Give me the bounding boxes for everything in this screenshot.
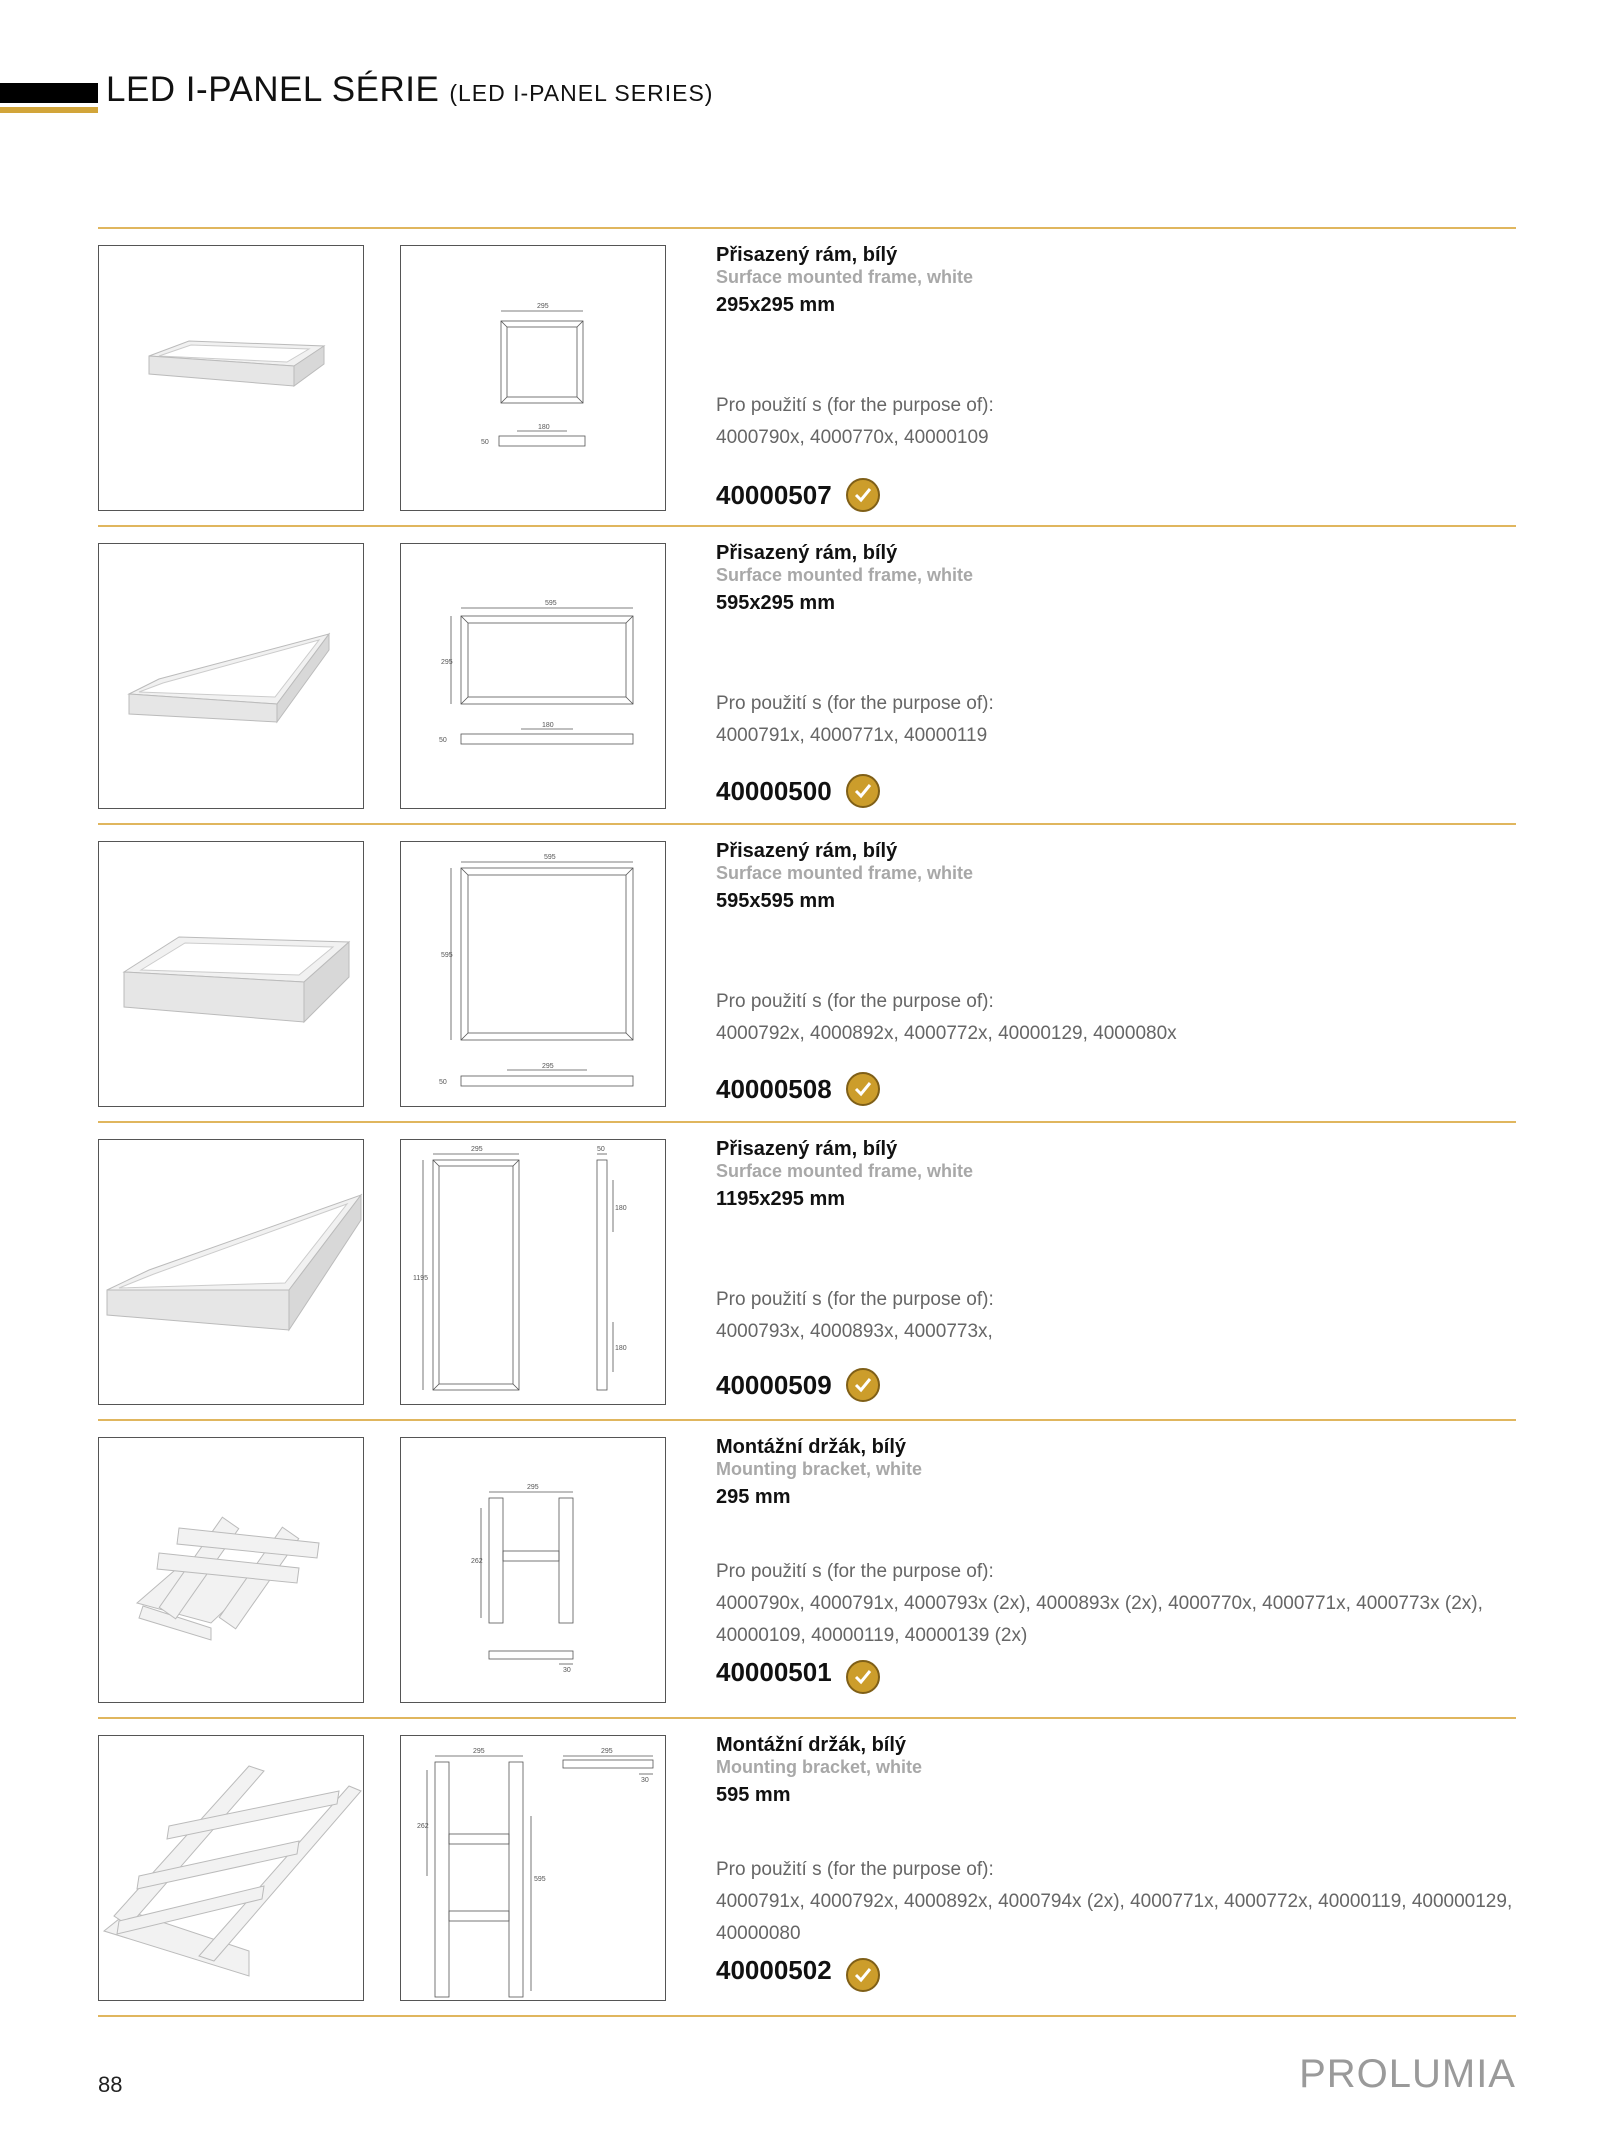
divider-rule xyxy=(98,1717,1516,1719)
dim-label: 595 xyxy=(545,600,557,607)
product-code xyxy=(716,774,880,808)
product-photo xyxy=(98,1437,364,1703)
dim-label: 50 xyxy=(439,737,447,744)
technical-drawing xyxy=(400,543,666,809)
product-row xyxy=(98,1422,1516,1690)
dim-label: 595 xyxy=(544,854,556,861)
product-name-en: Surface mounted frame, white xyxy=(716,267,974,287)
dim-label: 262 xyxy=(471,1558,483,1565)
dim-label: 50 xyxy=(481,439,489,446)
product-code xyxy=(716,1948,880,1992)
dim-label: 180 xyxy=(615,1205,627,1212)
product-photo xyxy=(98,1735,364,2001)
product-code-text: 40000501 xyxy=(716,1656,832,1687)
compatible-list: 4000790x, 4000770x, 40000109 xyxy=(716,427,989,448)
check-circle-icon xyxy=(846,1958,880,1992)
technical-drawing xyxy=(400,841,666,1107)
divider-rule xyxy=(98,525,1516,527)
product-name-en: Surface mounted frame, white xyxy=(716,1161,974,1181)
technical-drawing xyxy=(400,245,666,511)
product-info xyxy=(716,244,1516,320)
product-info xyxy=(716,1436,1516,1512)
product-photo xyxy=(98,841,364,1107)
purpose-label: Pro použití s (for the purpose of): xyxy=(716,1289,994,1310)
product-code xyxy=(716,1650,880,1694)
purpose-label: Pro použití s (for the purpose of): xyxy=(716,693,994,714)
technical-drawing xyxy=(400,1735,666,2001)
product-code-text: 40000508 xyxy=(716,1073,832,1104)
product-name-cz: Přisazený rám, bílý xyxy=(716,1138,898,1160)
dim-label: 1195 xyxy=(413,1275,429,1282)
product-size: 595x595 mm xyxy=(716,890,835,912)
product-info xyxy=(716,840,1516,916)
product-code-text: 40000500 xyxy=(716,775,832,806)
divider-rule xyxy=(98,1419,1516,1421)
product-code xyxy=(716,478,880,512)
purpose-block xyxy=(716,1556,1516,1652)
compatible-list: 4000791x, 4000771x, 40000119 xyxy=(716,725,988,746)
product-photo xyxy=(98,1139,364,1405)
dim-label: 295 xyxy=(601,1748,613,1755)
product-code-text: 40000507 xyxy=(716,479,832,510)
purpose-block xyxy=(716,1284,1516,1348)
product-name-en: Mounting bracket, white xyxy=(716,1459,923,1479)
product-name-cz: Přisazený rám, bílý xyxy=(716,244,898,266)
product-info xyxy=(716,542,1516,618)
compatible-list: 4000793x, 4000893x, 4000773x, xyxy=(716,1321,993,1342)
dim-label: 595 xyxy=(441,952,453,959)
purpose-block xyxy=(716,986,1516,1050)
dim-label: 595 xyxy=(534,1876,546,1883)
product-name-cz: Montážní držák, bílý xyxy=(716,1734,907,1756)
purpose-block xyxy=(716,390,1516,454)
product-name-en: Mounting bracket, white xyxy=(716,1757,923,1777)
technical-drawing xyxy=(400,1139,666,1405)
purpose-label: Pro použití s (for the purpose of): xyxy=(716,395,994,416)
product-size: 295x295 mm xyxy=(716,294,835,316)
check-circle-icon xyxy=(846,1368,880,1402)
product-info xyxy=(716,1734,1516,1810)
product-name-en: Surface mounted frame, white xyxy=(716,863,974,883)
page-number: 88 xyxy=(98,2072,123,2097)
check-circle-icon xyxy=(846,478,880,512)
dim-label: 295 xyxy=(471,1146,483,1153)
product-code xyxy=(716,1072,880,1106)
divider-rule xyxy=(98,227,1516,229)
product-photo xyxy=(98,245,364,511)
purpose-label: Pro použití s (for the purpose of): xyxy=(716,1561,994,1582)
title-subtitle: (LED I-PANEL SERIES) xyxy=(449,80,714,106)
dim-label: 295 xyxy=(542,1063,554,1070)
purpose-block xyxy=(716,688,1516,752)
dim-label: 295 xyxy=(527,1484,539,1491)
check-circle-icon xyxy=(846,774,880,808)
dim-label: 30 xyxy=(563,1667,571,1674)
product-row xyxy=(98,1720,1516,1988)
product-info xyxy=(716,1138,1516,1214)
dim-label: 50 xyxy=(439,1079,447,1086)
title-main: LED I-PANEL SÉRIE xyxy=(106,70,440,109)
header-gold-bar xyxy=(0,107,98,113)
check-circle-icon xyxy=(846,1660,880,1694)
compatible-list: 4000790x, 4000791x, 4000793x (2x), 4000893x (2x), 4000770x, 4000771x, 4000773x (2x), 40000109, 40000119, 40000139 (2x) xyxy=(716,1593,1483,1646)
brand-logo: PROLUMIA xyxy=(1299,2052,1516,2096)
technical-drawing xyxy=(400,1437,666,1703)
compatible-list: 4000792x, 4000892x, 4000772x, 40000129, 4000080x xyxy=(716,1023,1177,1044)
product-name-cz: Přisazený rám, bílý xyxy=(716,542,898,564)
product-row xyxy=(98,826,1516,1104)
header-black-bar xyxy=(0,83,98,103)
dim-label: 180 xyxy=(615,1345,627,1352)
divider-rule xyxy=(98,2015,1516,2017)
product-code xyxy=(716,1368,880,1402)
dim-label: 30 xyxy=(641,1777,649,1784)
dim-label: 50 xyxy=(597,1146,605,1153)
product-row xyxy=(98,230,1516,510)
product-size: 1195x295 mm xyxy=(716,1188,846,1210)
product-name-en: Surface mounted frame, white xyxy=(716,565,974,585)
purpose-block xyxy=(716,1854,1516,1950)
product-name-cz: Montážní držák, bílý xyxy=(716,1436,907,1458)
purpose-label: Pro použití s (for the purpose of): xyxy=(716,1859,994,1880)
dim-label: 295 xyxy=(441,659,453,666)
divider-rule xyxy=(98,823,1516,825)
dim-label: 295 xyxy=(473,1748,485,1755)
check-circle-icon xyxy=(846,1072,880,1106)
product-size: 595 mm xyxy=(716,1784,791,1806)
product-code-text: 40000502 xyxy=(716,1954,832,1985)
product-code-text: 40000509 xyxy=(716,1369,832,1400)
page-title xyxy=(106,70,713,110)
purpose-label: Pro použití s (for the purpose of): xyxy=(716,991,994,1012)
divider-rule xyxy=(98,1121,1516,1123)
compatible-list: 4000791x, 4000792x, 4000892x, 4000794x (2x), 4000771x, 4000772x, 40000119, 400000129, 40000080 xyxy=(716,1891,1513,1944)
dim-label: 180 xyxy=(538,424,550,431)
dim-label: 262 xyxy=(417,1823,429,1830)
product-photo xyxy=(98,543,364,809)
product-name-cz: Přisazený rám, bílý xyxy=(716,840,898,862)
product-size: 295 mm xyxy=(716,1486,791,1508)
product-row xyxy=(98,528,1516,806)
dim-label: 295 xyxy=(537,303,549,310)
product-row xyxy=(98,1124,1516,1400)
product-size: 595x295 mm xyxy=(716,592,835,614)
dim-label: 180 xyxy=(542,722,554,729)
